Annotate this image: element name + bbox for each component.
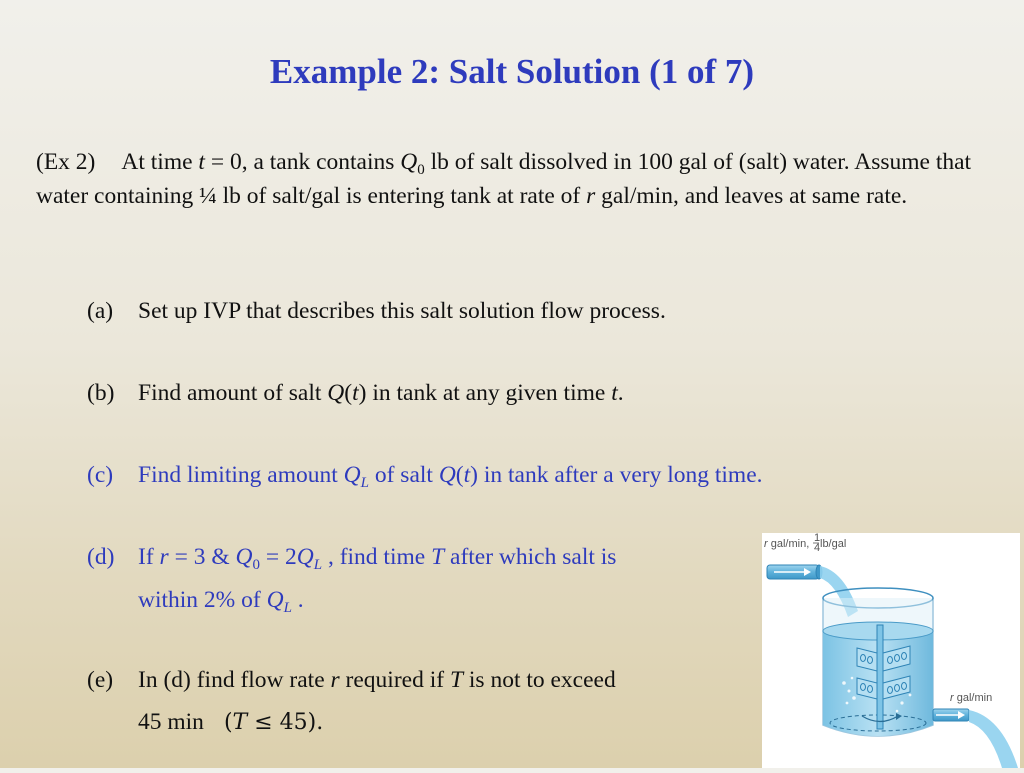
frac-num: 1 (814, 533, 821, 544)
problem-statement: (Ex 2) At time t = 0, a tank contains $Q_0$ lb of salt dissolved in 100 gal of (salt) water. Assume that water containing ¼ lb of salt/gal is entering tank at rate of r gal/min, and leaves at same rate. (36, 149, 972, 209)
problem-label: (Ex 2) (36, 149, 96, 175)
part-b-label: (b) (87, 380, 115, 406)
outflow-stream (969, 710, 1018, 768)
part-e-text-line2: 45 min (𝑇 ≤ 45). (138, 709, 324, 735)
part-d-text: If r = 3 & $Q_0 = 2Q_L$ , find time T after which salt is (138, 544, 617, 573)
part-a-label: (a) (87, 298, 114, 324)
part-d-label: (d) (87, 544, 115, 570)
part-e-label: (e) (87, 667, 114, 693)
slide-title: Example 2: Salt Solution (1 of 7) (269, 52, 755, 91)
part-e-text: In (d) find flow rate r required if T is not to exceed (138, 667, 616, 693)
part-c-label: (c) (87, 462, 114, 488)
stirrer-shaft (877, 625, 883, 729)
part-b-text: Find amount of salt Q(t) in tank at any given time t. (138, 380, 624, 406)
part-a-text: Set up IVP that describes this salt solution flow process. (138, 298, 666, 324)
outflow-label: r gal/min (950, 692, 993, 704)
part-d-text-line2: within 2% of $Q_L$ . (138, 587, 304, 616)
tank-illustration (762, 533, 1020, 768)
inflow-label-units: lb/gal (820, 538, 847, 550)
inflow-label: r gal/min, (764, 538, 810, 550)
tank-diagram (762, 533, 1020, 768)
frac-den: 4 (814, 542, 821, 554)
inequality-expression: (𝑇 ≤ 45). (223, 710, 324, 735)
part-c-text: Find limiting amount $Q_L$ of salt Q(t) in tank after a very long time. (138, 462, 763, 491)
